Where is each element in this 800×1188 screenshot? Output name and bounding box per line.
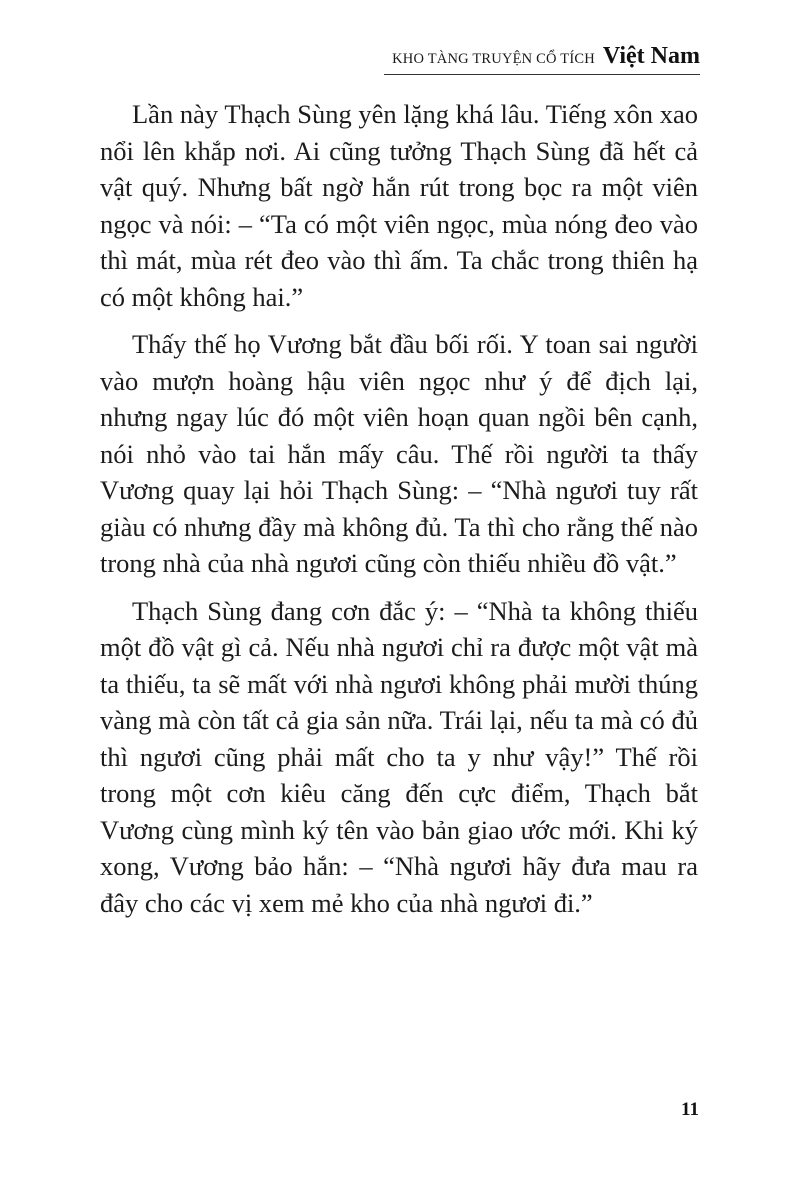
paragraph-1: Lần này Thạch Sùng yên lặng khá lâu. Tiếng xôn xao nổi lên khắp nơi. Ai cũng tưởng Thạch Sùng đã hết cả vật quý. Nhưng bất ngờ hắn rút trong bọc ra một viên ngọc và nói: – “Ta có một viên ngọc, mùa nóng đeo vào thì mát, mùa rét đeo vào thì ấm. Ta chắc trong thiên hạ có một không hai.” <box>100 99 698 312</box>
series-title: KHO TÀNG TRUYỆN CỔ TÍCH <box>392 51 595 67</box>
page-number: 11 <box>681 1099 699 1120</box>
header-rule <box>384 74 700 75</box>
country-title: Việt Nam <box>602 43 700 69</box>
story-body <box>100 96 698 932</box>
paragraph-2: Thấy thế họ Vương bắt đầu bối rối. Y toan sai người vào mượn hoàng hậu viên ngọc như ý để địch lại, nhưng ngay lúc đó một viên hoạn quan ngồi bên cạnh, nói nhỏ vào tai hắn mấy câu. Thế rồi người ta thấy Vương quay lại hỏi Thạch Sùng: – “Nhà ngươi tuy rất giàu có nhưng đầy mà không đủ. Ta thì cho rằng thế nào trong nhà của nhà ngươi cũng còn thiếu nhiều đồ vật.” <box>100 329 698 578</box>
paragraph-3: Thạch Sùng đang cơn đắc ý: – “Nhà ta không thiếu một đồ vật gì cả. Nếu nhà ngươi chỉ ra được một vật mà ta thiếu, ta sẽ mất với nhà ngươi không phải mười thúng vàng mà còn tất cả gia sản nữa. Trái lại, nếu ta mà có đủ thì ngươi cũng phải mất cho ta y như vậy!” Thế rồi trong một cơn kiêu căng đến cực điểm, Thạch bắt Vương cùng mình ký tên vào bản giao ước mới. Khi ký xong, Vương bảo hắn: – “Nhà ngươi hãy đưa mau ra đây cho các vị xem mẻ kho của nhà ngươi đi.” <box>100 595 698 918</box>
running-header <box>392 43 700 70</box>
